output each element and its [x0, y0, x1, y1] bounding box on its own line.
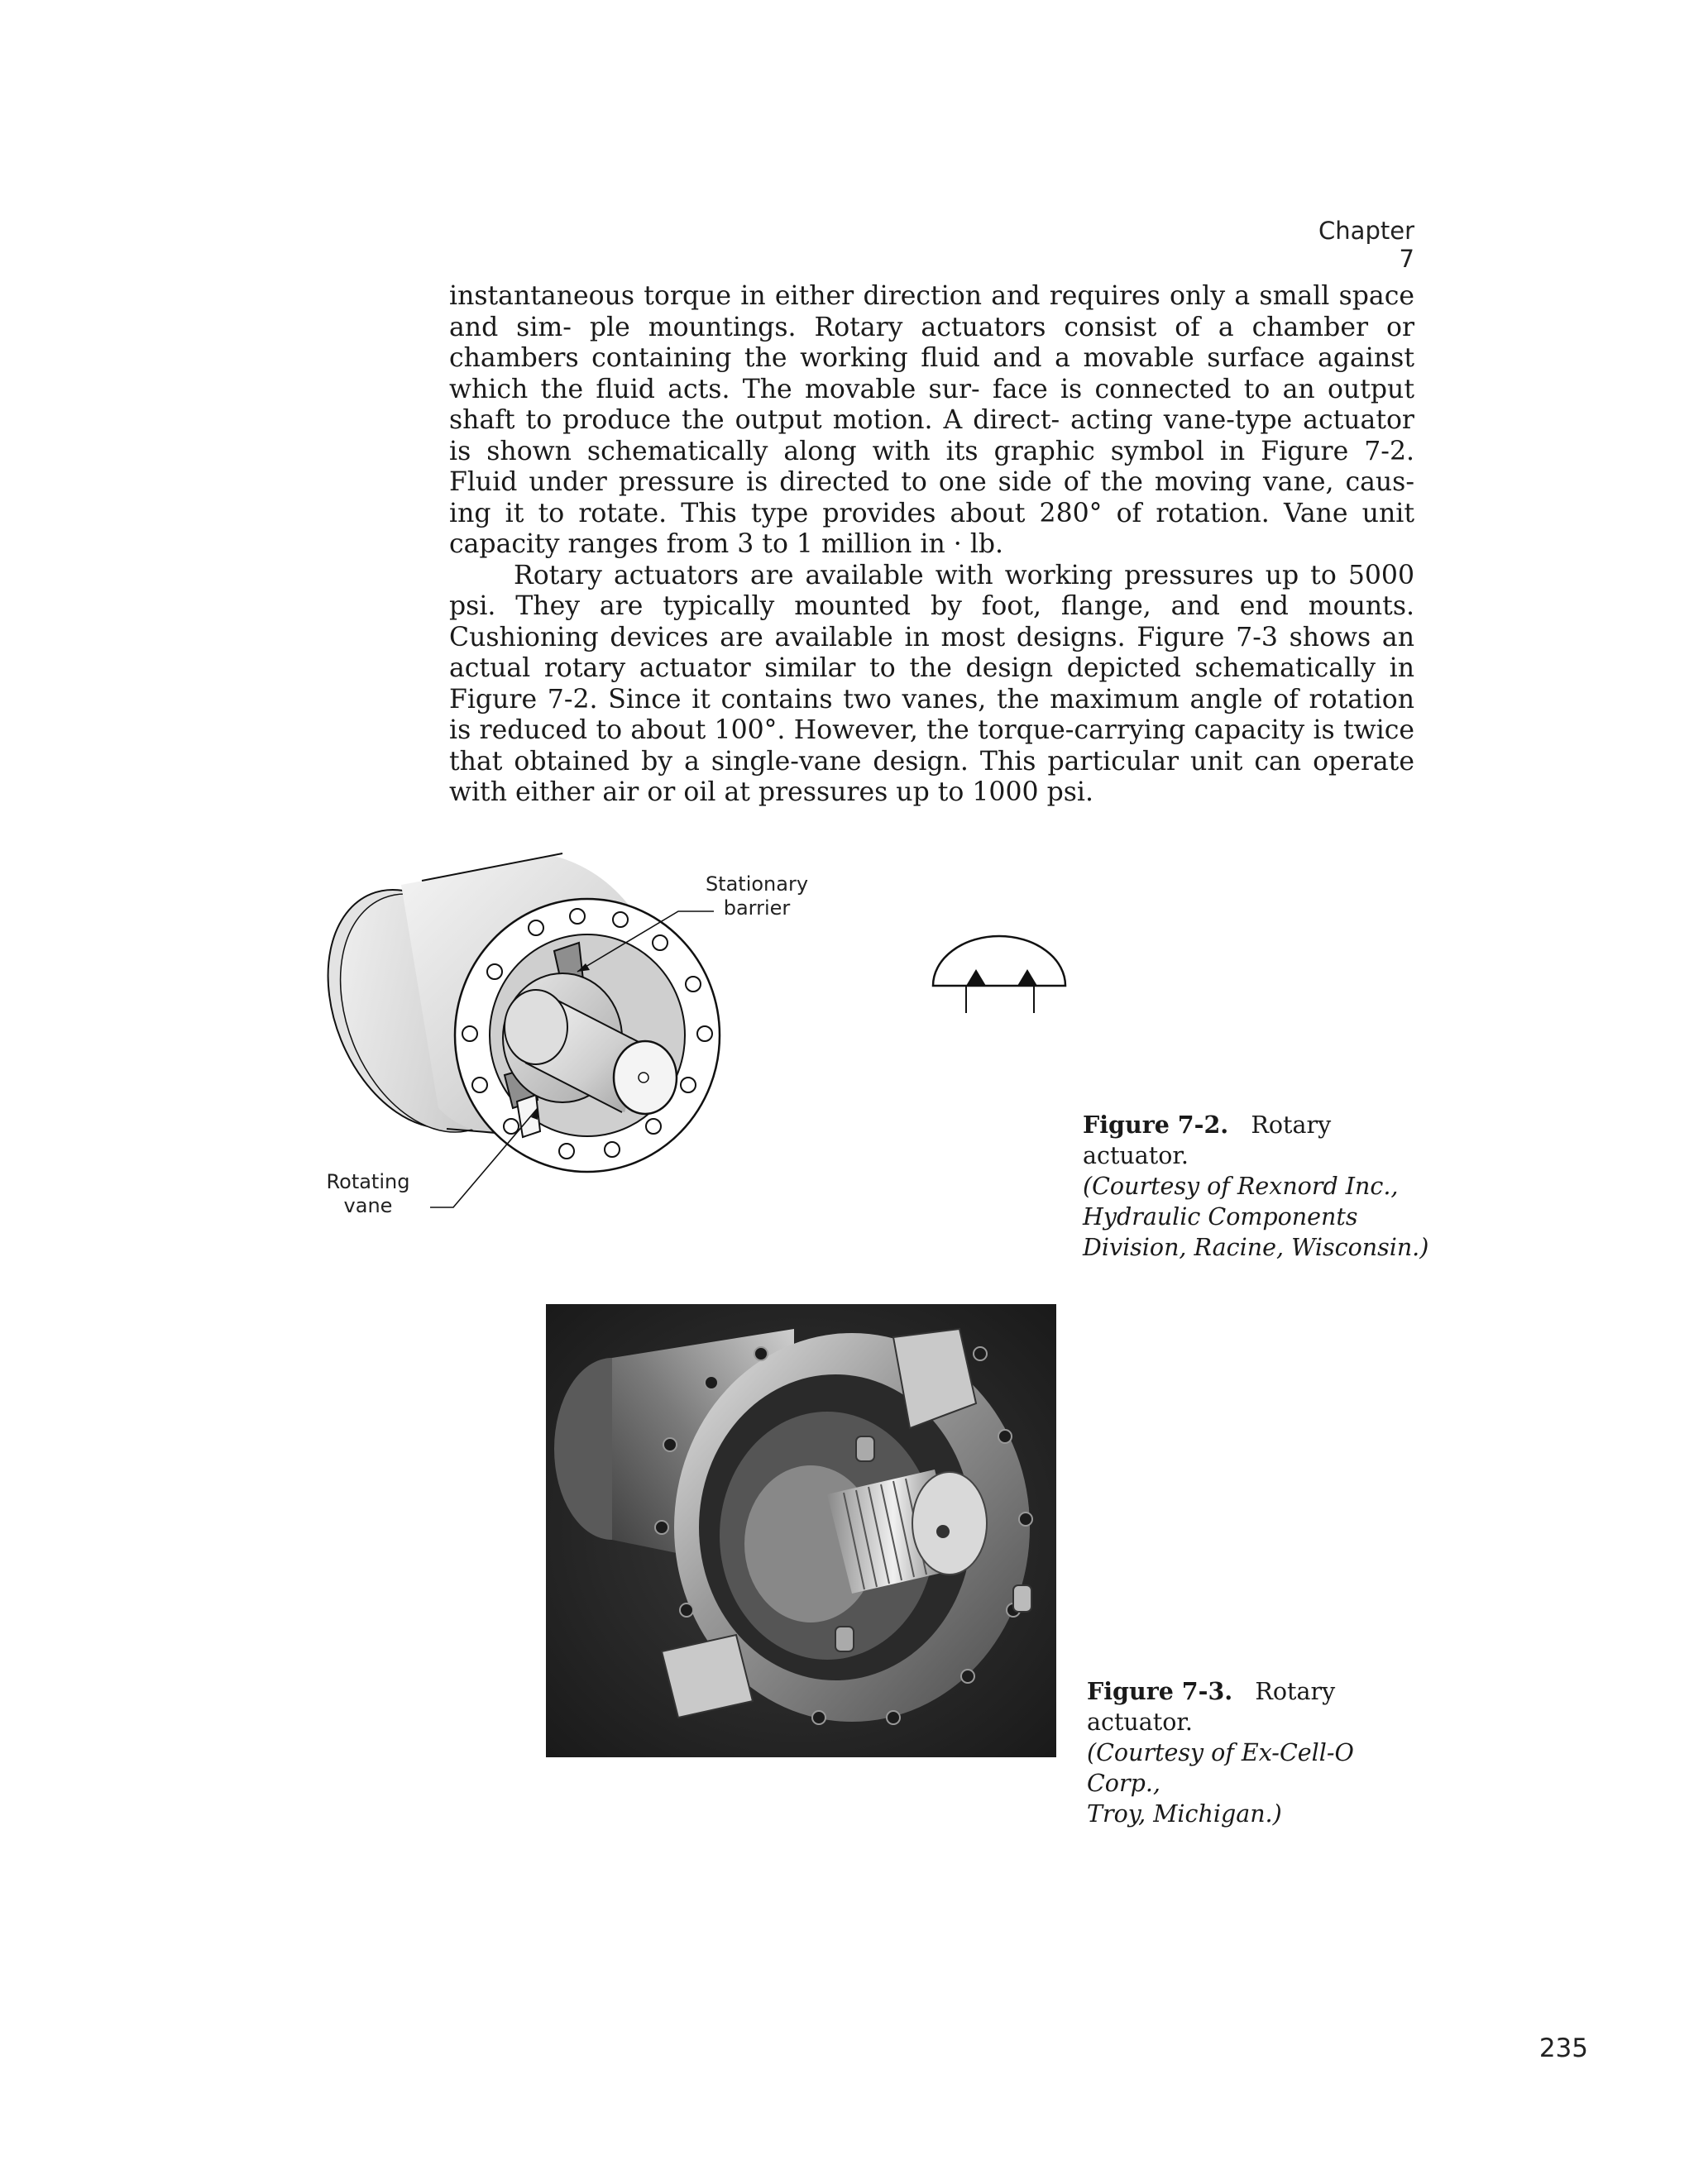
running-header: Chapter 7 — [1318, 217, 1414, 273]
figure-title: Rotary actuator. — [1083, 1111, 1332, 1169]
text-line: ing it to rotate. This type provides about 280° of rotation. Vane unit capacity ranges — [449, 498, 1414, 559]
rotary-actuator-photo — [546, 1304, 1056, 1757]
text-line: from 3 to 1 million in · lb. — [666, 529, 1004, 559]
figure-7-3-caption — [1087, 1676, 1434, 1829]
paragraph-1 — [449, 281, 1414, 561]
text-line: ple mountings. Rotary actuators consist of a chamber or chambers containing the — [449, 312, 1415, 373]
credit-line: (Courtesy of Ex-Cell-O Corp., — [1087, 1739, 1354, 1797]
body-text — [449, 281, 1414, 809]
text-line: acting vane-type actuator is shown schematically along with its graphic symbol in — [449, 405, 1414, 466]
page-number: 235 — [1538, 2033, 1588, 2063]
credit-line: Division, Racine, Wisconsin.) — [1083, 1234, 1429, 1261]
text-line: Rotary actuators are available with working pressures up to 5000 psi. They are — [449, 560, 1414, 621]
credit-line: Hydraulic Components — [1083, 1203, 1358, 1231]
credit-line: (Courtesy of Rexnord Inc., — [1083, 1173, 1399, 1200]
rotary-actuator-graphic-symbol — [926, 930, 1071, 1021]
credit-line: Troy, Michigan.) — [1087, 1800, 1282, 1828]
rotating-vane-label — [318, 1170, 418, 1218]
label-line: barrier — [723, 896, 791, 920]
figure-title: Rotary actuator. — [1087, 1678, 1336, 1736]
figure-number: Figure 7-3. — [1087, 1677, 1233, 1705]
text-line: typically mounted by foot, flange, and end mounts. Cushioning devices are available — [449, 591, 1414, 652]
text-line: Figure 7-2. Fluid under pressure is directed to one side of the moving vane, caus- — [449, 436, 1414, 497]
paragraph-2 — [449, 561, 1414, 809]
figure-number: Figure 7-2. — [1083, 1111, 1229, 1139]
stationary-barrier-label — [691, 872, 823, 920]
label-line: Rotating — [326, 1170, 410, 1193]
figure-7-2-caption — [1083, 1110, 1430, 1263]
text-line: face is connected to an output shaft to produce the output motion. A direct- — [449, 374, 1414, 435]
text-line: or oil at pressures up to 1000 psi. — [647, 777, 1093, 807]
label-line: Stationary — [705, 872, 809, 896]
text-line: working fluid and a movable surface against which the fluid acts. The movable sur- — [449, 343, 1414, 404]
text-line: that obtained by a single-vane design. This particular unit can operate with either air — [449, 746, 1414, 807]
text-line: in most designs. Figure 7-3 shows an actual rotary actuator similar to the design — [449, 622, 1414, 683]
text-line: instantaneous torque in either direction and requires only a small space and sim- — [449, 281, 1414, 342]
label-line: vane — [343, 1194, 393, 1217]
text-line: of rotation is reduced to about 100°. However, the torque-carrying capacity is twice — [449, 684, 1414, 745]
text-line: depicted schematically in Figure 7-2. Since it contains two vanes, the maximum angle — [449, 653, 1415, 714]
